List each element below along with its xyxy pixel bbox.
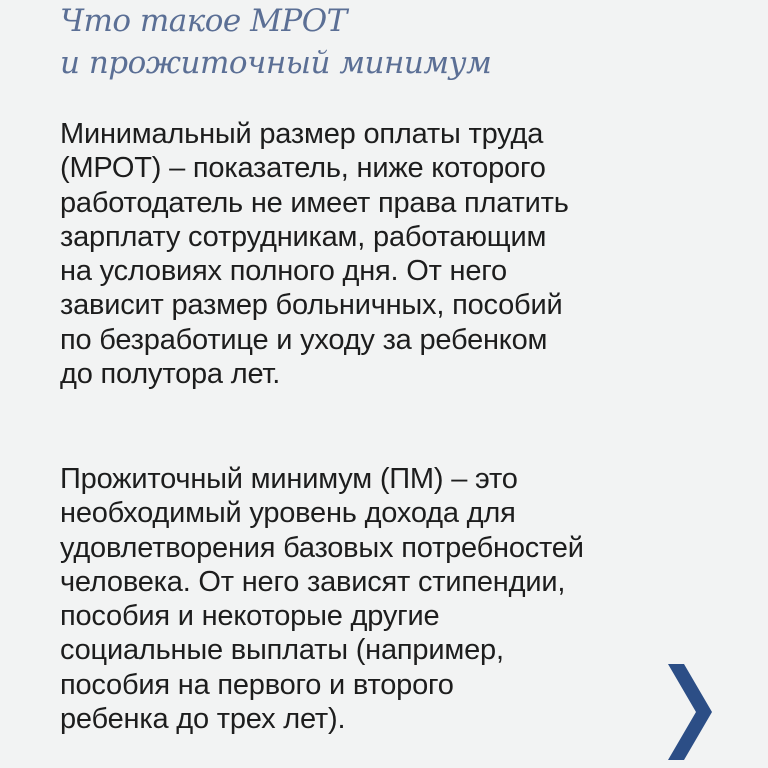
text-line: человека. От него зависят стипендии,: [60, 565, 566, 598]
text-line: работодатель не имеет права платить: [60, 186, 569, 219]
page-title: [60, 0, 660, 84]
text-line: до полутора лет.: [60, 358, 281, 391]
title-line-2: и прожиточный минимум: [60, 45, 492, 81]
chevron-right-icon: [668, 664, 712, 760]
next-slide-button[interactable]: [668, 664, 712, 760]
text-line: (МРОТ) – показатель, ниже которого: [60, 152, 546, 185]
text-line: социальные выплаты (например,: [60, 634, 504, 667]
text-line: зависит размер больничных, пособий: [60, 289, 563, 322]
text-line: ребенка до трех лет).: [60, 703, 346, 736]
paragraph-pm: [60, 462, 700, 736]
text-line: зарплату сотрудникам, работающим: [60, 220, 547, 253]
text-line: по безработице и уходу за ребенком: [60, 323, 548, 356]
text-line: пособия на первого и второго: [60, 668, 454, 701]
text-line: пособия и некоторые другие: [60, 600, 440, 633]
paragraph-mrot: [60, 117, 700, 391]
text-line: Прожиточный минимум (ПМ) – это: [60, 463, 518, 495]
text-line: на условиях полного дня. От него: [60, 255, 507, 288]
text-line: необходимый уровень дохода для: [60, 497, 516, 530]
text-line: Минимальный размер оплаты труда: [60, 118, 544, 150]
title-line-1: Что такое МРОТ: [60, 3, 347, 39]
text-line: удовлетворения базовых потребностей: [60, 531, 584, 564]
